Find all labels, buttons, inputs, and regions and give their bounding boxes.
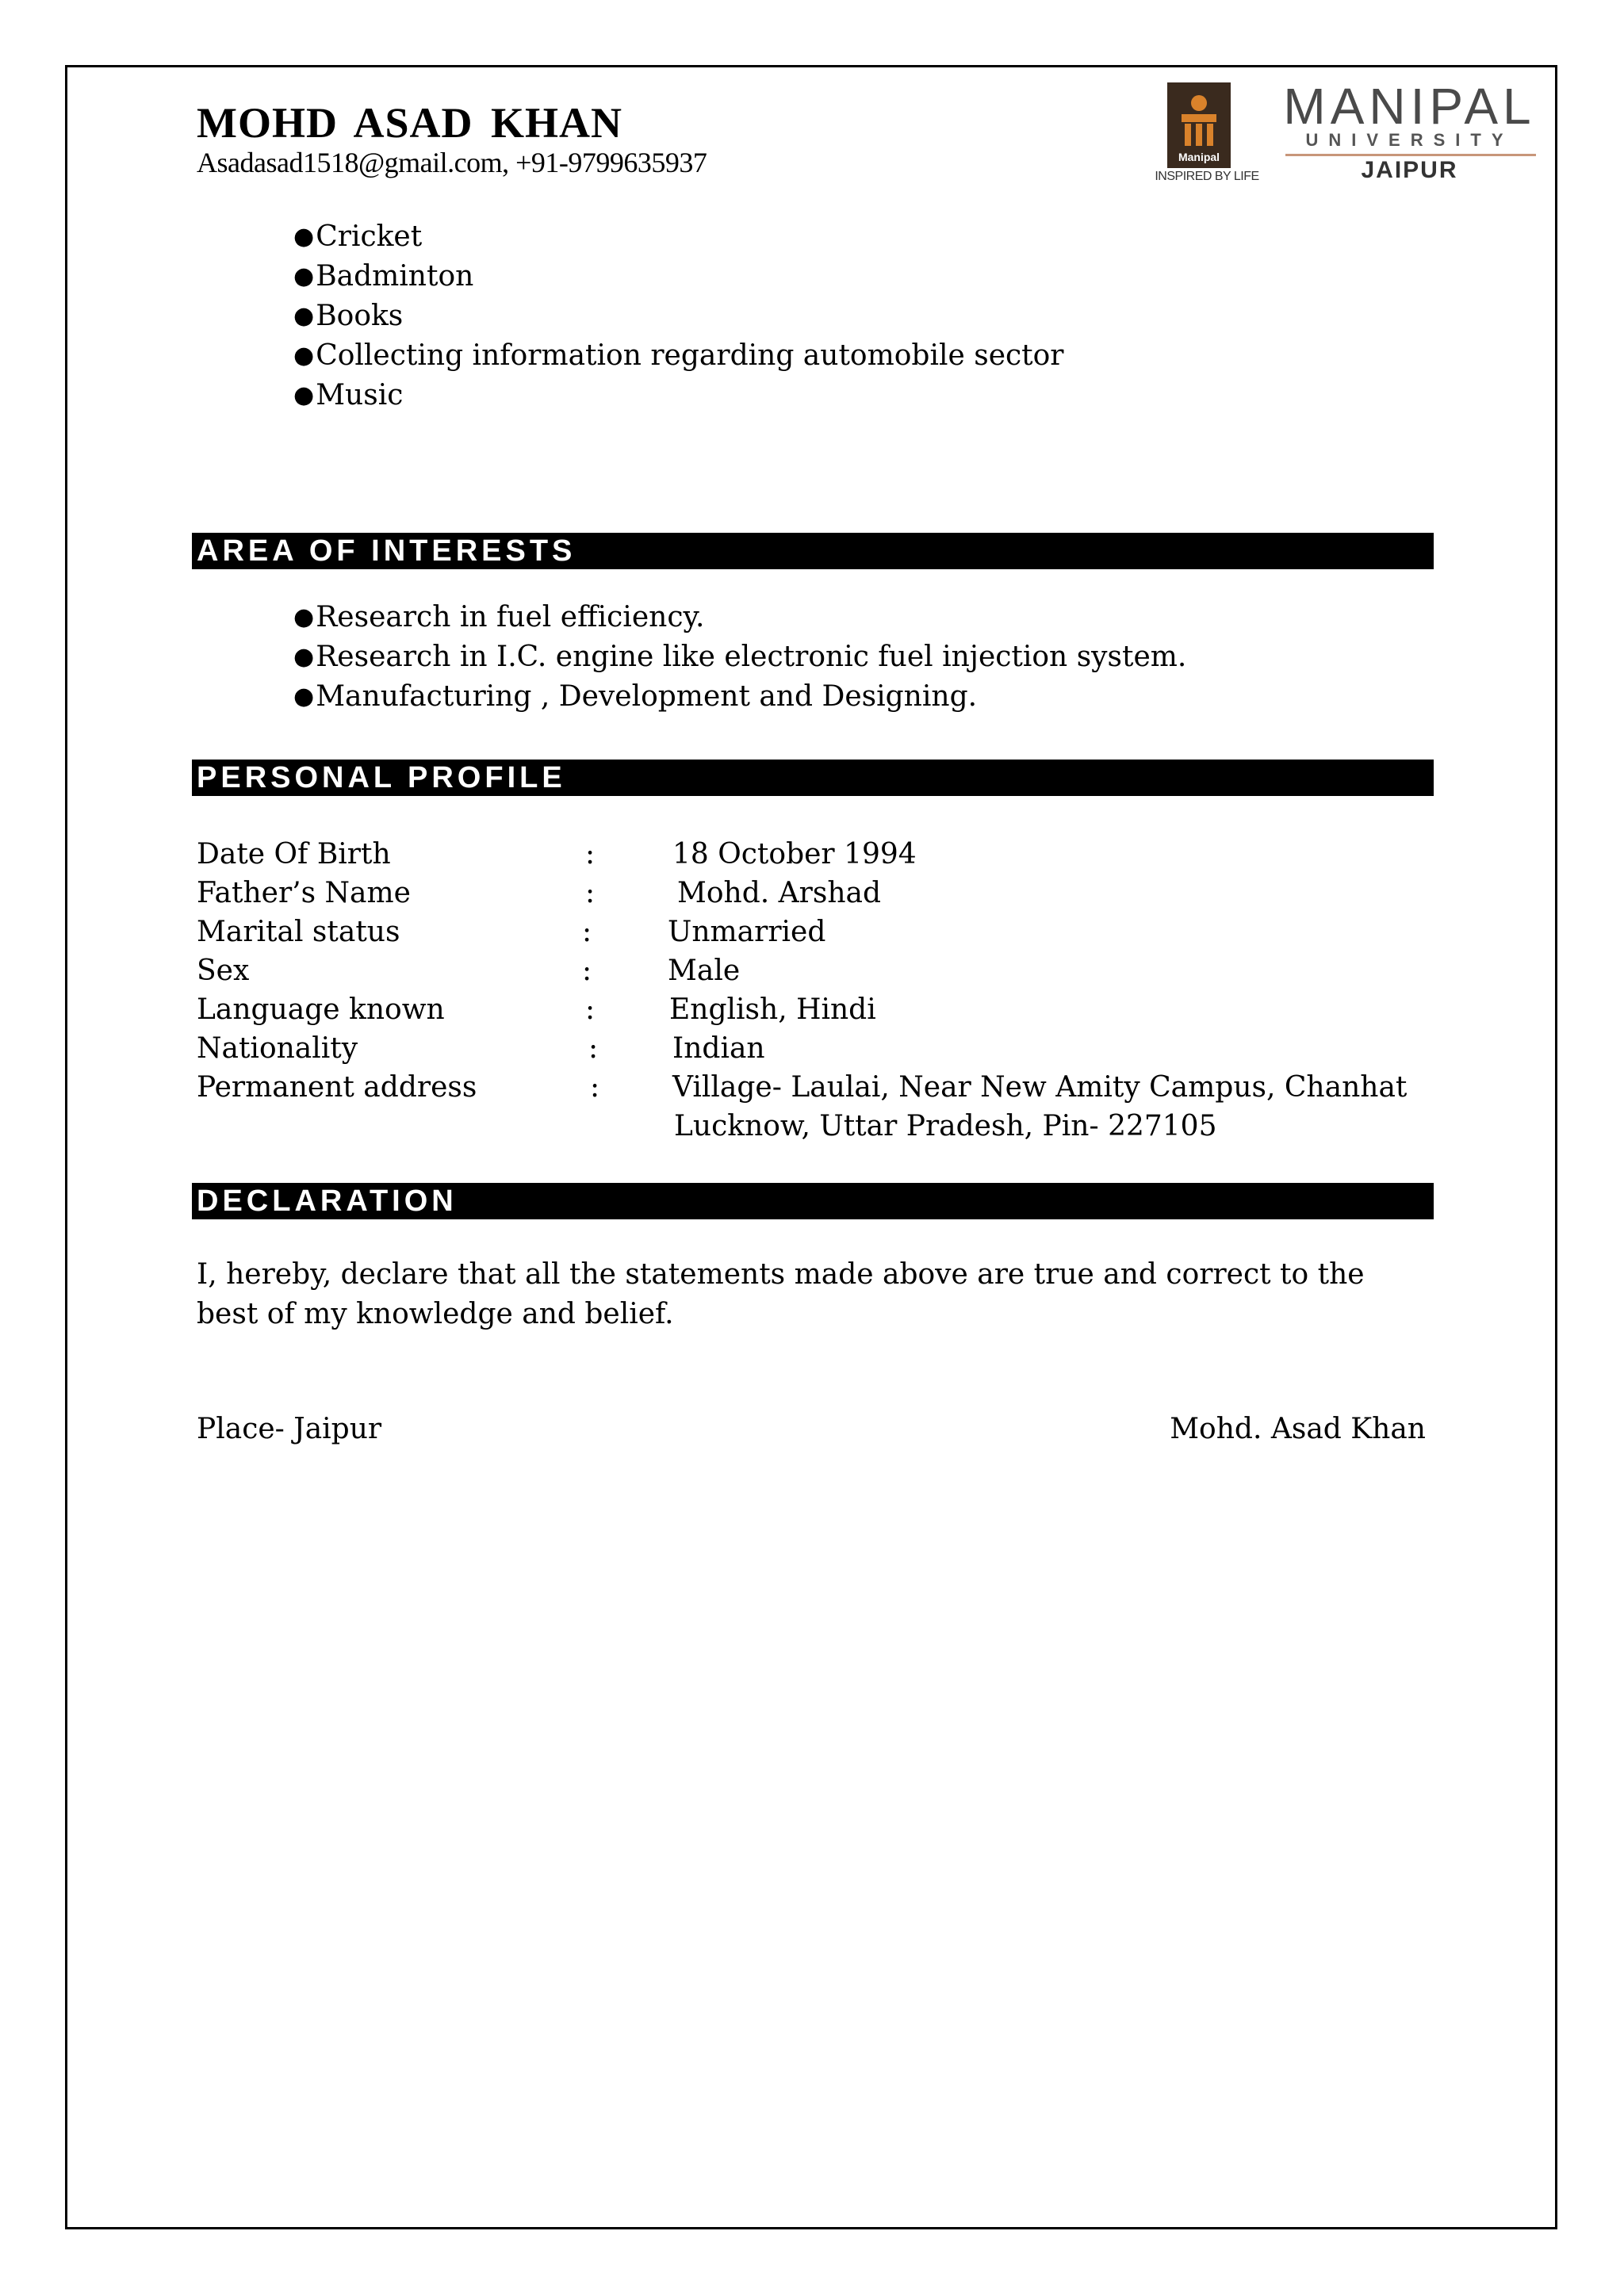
- list-item: ●Books: [293, 300, 404, 332]
- bullet-icon: ●: [293, 603, 315, 631]
- list-item: ●Badminton: [293, 260, 474, 293]
- university-word: UNIVERSITY: [1305, 130, 1514, 150]
- list-item: ●Research in fuel efficiency.: [293, 601, 705, 633]
- manipal-emblem-logo: [1136, 82, 1270, 187]
- list-item: ●Collecting information regarding automobile sector: [293, 339, 1064, 372]
- emblem-label: Manipal: [1178, 151, 1220, 163]
- interests-list: [293, 598, 1186, 717]
- candidate-name: MOHD ASAD KHAN: [197, 99, 623, 147]
- logo-tagline: INSPIRED BY LIFE: [1155, 170, 1259, 183]
- profile-row-sex: Sex : Male: [197, 955, 741, 987]
- bullet-icon: ●: [293, 223, 315, 251]
- manipal-university-wordmark: [1281, 78, 1538, 189]
- profile-row-father: Father’s Name : Mohd. Arshad: [197, 877, 882, 909]
- bullet-icon: ●: [293, 302, 315, 330]
- list-item: ●Cricket: [293, 220, 423, 253]
- contact-info: Asadasad1518@gmail.com, +91-9799635937: [197, 147, 707, 178]
- profile-row-nationality: Nationality : Indian: [197, 1032, 765, 1065]
- declaration-signature: Mohd. Asad Khan: [1170, 1413, 1426, 1445]
- profile-row-marital: Marital status : Unmarried: [197, 916, 826, 948]
- hobbies-list: [293, 217, 1064, 415]
- university-name: MANIPAL: [1283, 78, 1536, 135]
- section-heading-declaration: DECLARATION: [192, 1183, 1434, 1219]
- university-city: JAIPUR: [1361, 157, 1458, 183]
- personal-profile-table: [197, 835, 1434, 1146]
- bullet-icon: ●: [293, 262, 315, 290]
- profile-row-address: Permanent address : Village- Laulai, Near New Amity Campus, Chanhat Lucknow, Uttar Pradesh, Pin- 227105: [197, 1071, 1408, 1142]
- bullet-icon: ●: [293, 381, 315, 409]
- bullet-icon: ●: [293, 643, 315, 671]
- declaration-place: Place- Jaipur: [197, 1413, 382, 1445]
- bullet-icon: ●: [293, 342, 315, 369]
- declaration-text: I, hereby, declare that all the statements made above are true and correct to the best of my knowledge and belief.: [197, 1258, 1365, 1330]
- bullet-icon: ●: [293, 683, 315, 710]
- wordmark-rule: [1285, 154, 1536, 156]
- section-heading-interests: AREA OF INTERESTS: [192, 533, 1434, 569]
- list-item: ●Research in I.C. engine like electronic fuel injection system.: [293, 641, 1187, 673]
- profile-row-dob: Date Of Birth : 18 October 1994: [197, 838, 917, 871]
- manipal-emblem-icon: [1167, 82, 1231, 168]
- list-item: ●Music: [293, 379, 404, 411]
- list-item: ●Manufacturing , Development and Designing.: [293, 680, 978, 713]
- profile-row-language: Language known : English, Hindi: [197, 993, 876, 1026]
- section-heading-profile: PERSONAL PROFILE: [192, 760, 1434, 796]
